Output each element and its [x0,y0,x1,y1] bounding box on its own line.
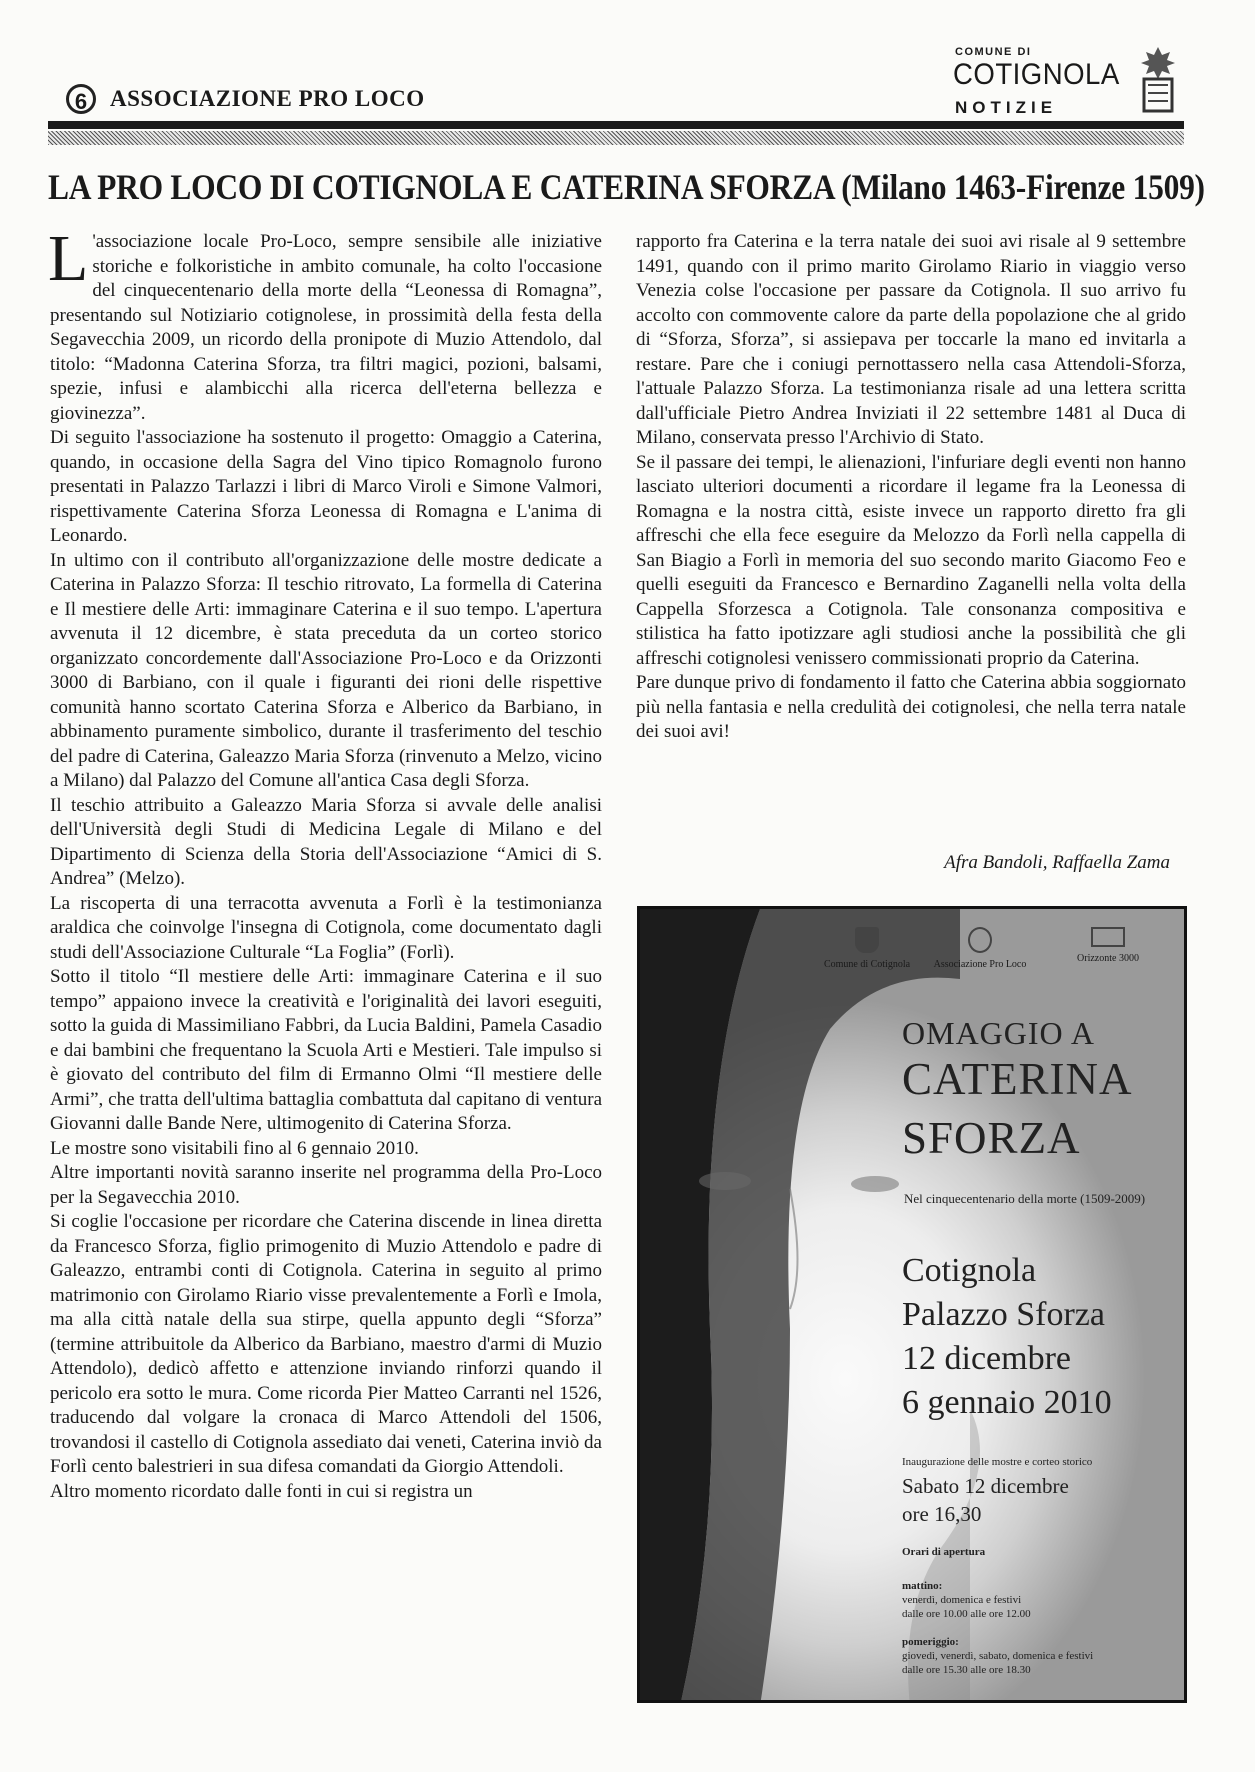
poster-morning-hours: dalle ore 10.00 alle ore 12.00 [902,1608,1031,1620]
poster-place-line2: Palazzo Sforza [902,1296,1105,1333]
article-paragraph: L 'associazione locale Pro-Loco, sempre sensibile alle iniziative storiche e folkoristiche in ambito comunale, ha colto l'occasione del cinquecentenario della morte della “Leonessa di Romagna”, presentando sul Notiziario cotignolese, in prossimità della festa della Segavecchia 2009, un ricordo della pronipote di Muzio Attendolo, dal titolo: “Madonna Caterina Sforza, tra filtri magici, pozioni, balsami, spezie, infusi e alambicchi alla ricerca dell'eterna bellezza e giovinezza”. [48,222,602,424]
poster-name-line2: SFORZA [902,1113,1081,1163]
poster-morning-label: mattino: [902,1580,943,1592]
poster-date-end: 6 gennaio 2010 [902,1384,1112,1421]
article-paragraph: Sotto il titolo “Il mestiere delle Arti: immaginare Caterina e il suo tempo” appaiono invece la creatività e l'originalità dei lavori eseguiti, sotto la guida di Massimiliano Fabbri, da Lucia Baldini, Pamela Casadio e dai bambini che frequentano la Scuola Arti e Mestieri. Tale impulso si è giovato del contributo del film di Ermanno Olmi “Il mestiere delle Armi”, che tratta dell'ultima battaglia combattuta dal capitano di ventura Giovanni dalle Bande Nere, ultimogenito di Caterina Sforza. [50,966,602,1134]
article-paragraph: Di seguito l'associazione ha sostenuto il progetto: Omaggio a Caterina, quando, in occasione della Sagra del Vino tipico Romagnolo furono presentati in Palazzo Tarlazzi i libri di Marco Viroli e Simone Valmori, rispettivamente Caterina Sforza Leonessa di Romagna e L'anima di Leonardo. [50,427,602,546]
article-paragraph: Altre importanti novità saranno inserite nel programma della Pro-Loco per la Segavecchia 2010. [50,1162,602,1208]
pro-loco-emblem-icon [968,927,992,953]
poster-date-start: 12 dicembre [902,1340,1071,1377]
article-left-column [48,222,602,1504]
article-signature: Afra Bandoli, Raffaella Zama [944,852,1170,873]
article-headline: LA PRO LOCO DI COTIGNOLA E CATERINA SFORZA (Milano 1463-Firenze 1509) [48,167,1205,207]
orizzonte-emblem-icon [1091,927,1125,947]
logo-comune-cotignola: Comune di Cotignola [822,927,912,970]
article-paragraph: Altro momento ricordato dalle fonti in cui si registra un [50,1480,473,1502]
article-paragraph: La riscoperta di una terracotta avvenuta a Forlì è la testimonianza araldica che coinvolge l'insegna di Cotignola, come documentato dagli studi dell'Associazione Culturale “La Foglia” (Forlì). [50,892,602,963]
brand-notizie-label: NOTIZIE [955,98,1058,117]
poster-subtitle: Nel cinquecentenario della morte (1509-2009) [904,1191,1146,1206]
poster-morning-days: venerdì, domenica e festivi [902,1594,1022,1606]
poster-omaggio: OMAGGIO A [902,1015,1095,1051]
article-paragraph: Pare dunque privo di fondamento il fatto che Caterina abbia soggiornato più nella fantasia e nella credulità dei cotignolesi, che nella terra natale dei suoi avi! [636,672,1186,742]
article-paragraph: Il teschio attribuito a Galeazzo Maria Sforza si avvale delle analisi dell'Università degli Studi di Medicina Legale di Milano e del Dipartimento di Scienza della Storia dell'Associazione “Amici di S. Andrea” (Melzo). [50,794,602,889]
header-rule [48,121,1184,129]
poster-afternoon-days: giovedì, venerdì, sabato, domenica e festivi [902,1650,1094,1662]
article-paragraph: In ultimo con il contributo all'organizzazione delle mostre dedicate a Caterina in Palazzo Sforza: Il teschio ritrovato, La formella di Caterina e Il mestiere delle Arti: immaginare Caterina e il suo tempo. L'apertura avvenuta il 12 dicembre, è stata preceduta da un corteo storico organizzato concordemente dall'Associazione Pro-Loco e da Orizzonti 3000 di Barbiano, con il quale i figuranti dei rioni delle rispettive comunità hanno scortato Caterina Sforza e Alberico da Barbiano, in abbinamento puramente simbolico, durante il trasferimento del teschio del padre di Caterina, Galeazzo Maria Sforza (rinvenuto a Melzo, vicino a Milano) dal Palazzo del Comune all'antica Casa degli Sforza. [50,549,602,791]
article-paragraph: rapporto fra Caterina e la terra natale dei suoi avi risale al 9 settembre 1491, quando con il primo marito Girolamo Riario in viaggio verso Venezia colse l'occasione per passare da Cotignola. Il suo arrivo fu accolto con commovente calore da parte della popolazione che al grido di “Sforza, Sforza”, si assiepava per toccarle la mano ed invitarla a restare. Pare che i coniugi pernottassero nella casa Attendoli-Sforza, l'attuale Palazzo Sforza. La testimonianza risale ad una lettera scritta dall'ufficiale Pietro Andrea Inviziati il 22 settembre 1481 al Duca di Milano, conservata presso l'Archivio di Stato. [636,231,1186,448]
event-poster [637,906,1187,1703]
poster-inaug-label: Inaugurazione delle mostre e corteo storico [902,1456,1093,1468]
poster-hours-title: Orari di apertura [902,1546,986,1558]
logo-pro-loco: Associazione Pro Loco [920,927,1040,970]
poster-place-line1: Cotignola [902,1252,1037,1289]
comune-crest-icon [855,927,879,953]
poster-name-line1: CATERINA [902,1054,1133,1104]
brand-comune-label: COMUNE DI [955,46,1032,58]
poster-afternoon-label: pomeriggio: [902,1636,959,1648]
drop-cap: L [48,222,89,295]
brand-name: COTIGNOLA [953,58,1120,91]
article-right-column [636,230,1186,745]
section-title: ASSOCIAZIONE PRO LOCO [110,86,425,111]
page-number: 6 [66,84,96,114]
logo-orizzonte-3000: Orizzonte 3000 [1058,927,1158,964]
article-paragraph: Si coglie l'occasione per ricordare che Caterina discende in linea diretta da Francesco Sforza, figlio primogenito di Muzio Attendolo e padre di Galeazzo, entrambi conti di Cotignola. Caterina in seguito al primo matrimonio con Girolamo Riario visse prevalentemente a Forlì e Imola, ma alla città natale della sua stirpe, quella appunto degli “Sforza” (termine attribuitole da Alberico da Barbiano, maestro d'armi di Muzio Attendolo), dedicò affetto e attenzione inviando rinforzi quando il pericolo era sotto le mura. Come ricorda Pier Matteo Carranti nel 1526, traducendo dal volgare la cronaca di Marco Attendoli del 1506, trovandosi il castello di Cotignola assediato dai veneti, Caterina inviò da Forlì cento balestrieri in sua difesa comandati da Giorgio Attendoli. [50,1211,602,1477]
cotignola-crest-icon [1136,45,1180,117]
poster-inaug-day: Sabato 12 dicembre [902,1474,1069,1498]
poster-inaug-time: ore 16,30 [902,1502,982,1526]
article-paragraph: Se il passare dei tempi, le alienazioni, l'infuriare degli eventi non hanno lasciato ulteriori documenti a ricordare il legame fra la Leonessa di Romagna e la nostra città, esiste invece un rapporto diretto fra gli affreschi che ella fece eseguire da Melozzo da Forlì nella cappella di San Biagio a Forlì in memoria del suo secondo marito Giacomo Feo e quelli eseguiti da Francesco e Bernardino Zaganelli nella volta della Cappella Sforzesca a Cotignola. Tale consonanza compositiva e stilistica ha fatto ipotizzare agli studiosi anche la possibilità che gli affreschi cotignolesi venissero commissionati proprio da Caterina. [636,451,1186,669]
article-paragraph: Le mostre sono visitabili fino al 6 gennaio 2010. [50,1137,419,1159]
header-hatch-band [48,131,1184,145]
poster-afternoon-hours: dalle ore 15.30 alle ore 18.30 [902,1664,1031,1676]
